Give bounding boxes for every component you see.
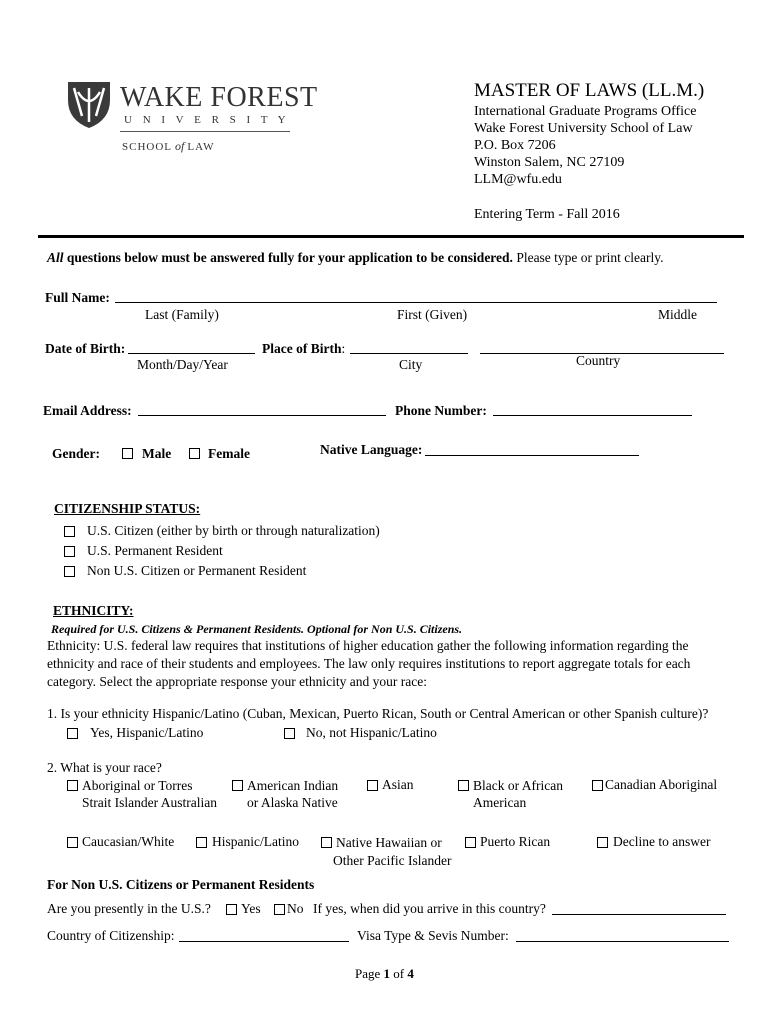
dob-label: Date of Birth: bbox=[45, 341, 126, 356]
permanent-resident-label: U.S. Permanent Resident bbox=[87, 543, 223, 558]
hispanic-yes-label: Yes, Hispanic/Latino bbox=[90, 725, 204, 740]
header-rule bbox=[38, 235, 744, 238]
visa-sevis-field[interactable] bbox=[516, 941, 729, 942]
address-line: International Graduate Programs Office bbox=[474, 104, 697, 119]
shield-logo-icon bbox=[66, 80, 112, 130]
ethnicity-heading: ETHNICITY: bbox=[53, 603, 134, 618]
phone-label: Phone Number: bbox=[395, 403, 487, 418]
native-language-field[interactable] bbox=[425, 455, 639, 456]
female-checkbox[interactable] bbox=[189, 448, 200, 459]
country-citizenship-label: Country of Citizenship: bbox=[47, 928, 175, 943]
address-line: P.O. Box 7206 bbox=[474, 138, 556, 153]
race-hispanic-label: Hispanic/Latino bbox=[212, 834, 299, 849]
logo-university: U N I V E R S I T Y bbox=[124, 114, 290, 126]
race-puerto-rican-checkbox[interactable] bbox=[465, 837, 476, 848]
logo-wake-forest: WAKE FOREST bbox=[120, 82, 318, 113]
hispanic-no-checkbox[interactable] bbox=[284, 728, 295, 739]
race-aboriginal-checkbox[interactable] bbox=[67, 780, 78, 791]
hispanic-yes-checkbox[interactable] bbox=[67, 728, 78, 739]
non-us-heading: For Non U.S. Citizens or Permanent Residents bbox=[47, 877, 315, 892]
address-email: LLM@wfu.edu bbox=[474, 172, 562, 187]
ethnicity-note: Required for U.S. Citizens & Permanent Residents. Optional for Non U.S. Citizens. bbox=[51, 622, 463, 636]
dob-hint: Month/Day/Year bbox=[137, 357, 228, 372]
full-name-label: Full Name: bbox=[45, 290, 110, 305]
last-name-hint: Last (Family) bbox=[145, 307, 219, 322]
address-line: Winston Salem, NC 27109 bbox=[474, 155, 625, 170]
pob-city-field[interactable] bbox=[350, 353, 468, 354]
first-name-hint: First (Given) bbox=[397, 307, 468, 322]
race-aboriginal-label: Aboriginal or Torres Strait Islander Australian bbox=[82, 778, 217, 810]
race-decline-label: Decline to answer bbox=[613, 834, 711, 849]
in-us-yes-checkbox[interactable] bbox=[226, 904, 237, 915]
race-asian-label: Asian bbox=[382, 777, 414, 792]
entering-term: Entering Term - Fall 2016 bbox=[474, 207, 620, 222]
country-hint: Country bbox=[576, 353, 621, 368]
country-citizenship-field[interactable] bbox=[179, 941, 349, 942]
logo-school-of-law: SCHOOL of LAW bbox=[122, 139, 215, 153]
native-language-label: Native Language: bbox=[320, 442, 423, 457]
race-puerto-rican-label: Puerto Rican bbox=[480, 834, 551, 849]
presently-in-us-question: Are you presently in the U.S.? bbox=[47, 901, 211, 916]
race-hispanic-checkbox[interactable] bbox=[196, 837, 207, 848]
race-black-label: Black or African American bbox=[473, 778, 563, 810]
city-hint: City bbox=[399, 357, 423, 372]
dob-field[interactable] bbox=[128, 353, 255, 354]
logo-divider bbox=[120, 131, 290, 132]
race-hawaiian-checkbox[interactable] bbox=[321, 837, 332, 848]
race-caucasian-label: Caucasian/White bbox=[82, 834, 175, 849]
instructions: All questions below must be answered fully for your application to be considered. Please type or print clearly. bbox=[47, 250, 664, 265]
us-citizen-checkbox[interactable] bbox=[64, 526, 75, 537]
female-label: Female bbox=[208, 446, 250, 461]
arrival-date-field[interactable] bbox=[552, 914, 726, 915]
page-number: Page 1 of 4 bbox=[355, 966, 414, 981]
email-field[interactable] bbox=[138, 415, 386, 416]
male-checkbox[interactable] bbox=[122, 448, 133, 459]
arrival-question: If yes, when did you arrive in this country? bbox=[313, 901, 546, 916]
race-caucasian-checkbox[interactable] bbox=[67, 837, 78, 848]
race-asian-checkbox[interactable] bbox=[367, 780, 378, 791]
full-name-field[interactable] bbox=[115, 302, 717, 303]
race-hawaiian-label: Native Hawaiian or Other Pacific Islander bbox=[333, 835, 452, 868]
pob-label: Place of Birth: bbox=[262, 341, 346, 356]
in-us-no-checkbox[interactable] bbox=[274, 904, 285, 915]
race-decline-checkbox[interactable] bbox=[597, 837, 608, 848]
form-title: MASTER OF LAWS (LL.M.) bbox=[474, 80, 705, 101]
permanent-resident-checkbox[interactable] bbox=[64, 546, 75, 557]
citizenship-heading: CITIZENSHIP STATUS: bbox=[54, 501, 201, 516]
us-citizen-label: U.S. Citizen (either by birth or through naturalization) bbox=[87, 523, 380, 538]
race-american-indian-label: American Indian or Alaska Native bbox=[247, 778, 339, 810]
ethnicity-question: 1. Is your ethnicity Hispanic/Latino (Cuban, Mexican, Puerto Rican, South or Central American or other Spanish culture)? bbox=[47, 706, 709, 721]
race-canadian-label: Canadian Aboriginal bbox=[605, 777, 718, 792]
race-american-indian-checkbox[interactable] bbox=[232, 780, 243, 791]
in-us-no-label: No bbox=[287, 901, 304, 916]
non-us-checkbox[interactable] bbox=[64, 566, 75, 577]
phone-field[interactable] bbox=[493, 415, 692, 416]
non-us-label: Non U.S. Citizen or Permanent Resident bbox=[87, 563, 307, 578]
middle-name-hint: Middle bbox=[658, 307, 697, 322]
email-label: Email Address: bbox=[43, 403, 132, 418]
race-question: 2. What is your race? bbox=[47, 760, 162, 775]
visa-sevis-label: Visa Type & Sevis Number: bbox=[357, 928, 509, 943]
race-black-checkbox[interactable] bbox=[458, 780, 469, 791]
gender-label: Gender: bbox=[52, 446, 100, 461]
office-address bbox=[474, 103, 697, 188]
race-canadian-checkbox[interactable] bbox=[592, 780, 603, 791]
male-label: Male bbox=[142, 446, 172, 461]
ethnicity-paragraph: Ethnicity: U.S. federal law requires that institutions of higher education gather the following information regarding the ethnicity and race of their students and employees. The law only requires institutions to report aggregate totals for each category. Select the appropriate response your ethnicity and your race: bbox=[47, 638, 691, 689]
in-us-yes-label: Yes bbox=[241, 901, 261, 916]
address-line: Wake Forest University School of Law bbox=[474, 121, 693, 136]
hispanic-no-label: No, not Hispanic/Latino bbox=[306, 725, 437, 740]
